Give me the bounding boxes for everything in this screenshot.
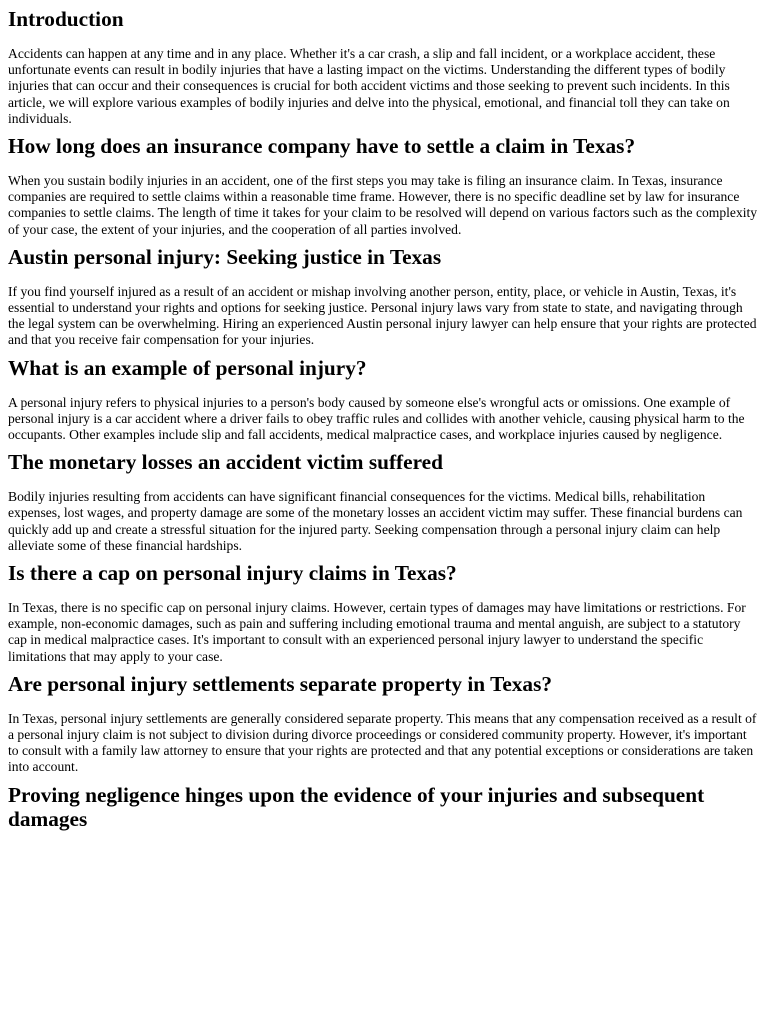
section-proving-negligence <box>8 783 760 831</box>
section-heading: The monetary losses an accident victim suffered <box>8 450 443 475</box>
section-cap-on-claims <box>8 561 760 665</box>
section-paragraph: When you sustain bodily injuries in an accident, one of the first steps you may take is filing an insurance claim. In Texas, insurance companies are required to settle claims within a reasonable time frame. However, there is no specific deadline set by law for insurance companies to settle claims. The length of time it takes for your claim to be resolved will depend on various factors such as the complexity of your case, the extent of your injuries, and the cooperation of all parties involved. <box>8 173 758 237</box>
article <box>0 7 768 831</box>
section-heading: Austin personal injury: Seeking justice in Texas <box>8 244 442 269</box>
section-paragraph: In Texas, there is no specific cap on personal injury claims. However, certain types of damages may have limitations or restrictions. For example, non-economic damages, such as pain and suffering including emotional trauma and mental anguish, are subject to a statutory cap in medical malpractice cases. It's important to consult with an experienced personal injury lawyer to understand the specific limitations that may apply to your case. <box>8 600 746 664</box>
section-paragraph: Accidents can happen at any time and in any place. Whether it's a car crash, a slip and fall incident, or a workplace accident, these unfortunate events can result in bodily injuries that have a lasting impact on the victims. Understanding the different types of bodily injuries that can occur and their consequences is crucial for both accident victims and those seeking to prevent such incidents. In this article, we will explore various examples of bodily injuries and delve into the physical, emotional, and financial toll they can take on individuals. <box>8 46 730 126</box>
section-paragraph: If you find yourself injured as a result of an accident or mishap involving another person, entity, place, or vehicle in Austin, Texas, it's essential to understand your rights and options for seeking justice. Personal injury laws vary from state to state, and navigating through the legal system can be overwhelming. Hiring an experienced Austin personal injury lawyer can help ensure that your rights are protected and that you receive fair compensation for your injuries. <box>8 283 757 348</box>
section-heading: Is there a cap on personal injury claims in Texas? <box>8 561 457 586</box>
section-heading: Introduction <box>8 7 124 31</box>
section-insurance-settle-time <box>8 134 760 238</box>
section-heading: How long does an insurance company have to settle a claim in Texas? <box>8 134 636 159</box>
section-heading: What is an example of personal injury? <box>8 355 367 380</box>
section-paragraph: In Texas, personal injury settlements are generally considered separate property. This means that any compensation received as a result of a personal injury claim is not subject to division during divorce proceedings or considered community property. However, it's important to consult with a family law attorney to ensure that your rights are protected and that any potential exceptions or considerations are taken into account. <box>8 710 757 775</box>
section-heading: Are personal injury settlements separate property in Texas? <box>8 671 553 696</box>
section-separate-property <box>8 672 760 776</box>
section-introduction <box>8 7 760 127</box>
section-paragraph: Bodily injuries resulting from accidents can have significant financial consequences for the victims. Medical bills, rehabilitation expenses, lost wages, and property damage are some of the monetary losses an accident victim may suffer. These financial burdens can quickly add up and create a stressful situation for the injured party. Seeking compensation through a personal injury claim can help alleviate some of these financial hardships. <box>8 489 743 553</box>
section-austin-personal-injury <box>8 245 760 349</box>
section-monetary-losses <box>8 450 760 554</box>
section-personal-injury-example <box>8 356 760 444</box>
section-paragraph: A personal injury refers to physical injuries to a person's body caused by someone else's wrongful acts or omissions. One example of personal injury is a car accident where a driver fails to obey traffic rules and collides with another vehicle, causing physical harm to the occupants. Other examples include slip and fall accidents, medical malpractice cases, and workplace injuries caused by negligence. <box>8 394 745 443</box>
section-heading: Proving negligence hinges upon the evidence of your injuries and subsequent damages <box>8 782 705 831</box>
